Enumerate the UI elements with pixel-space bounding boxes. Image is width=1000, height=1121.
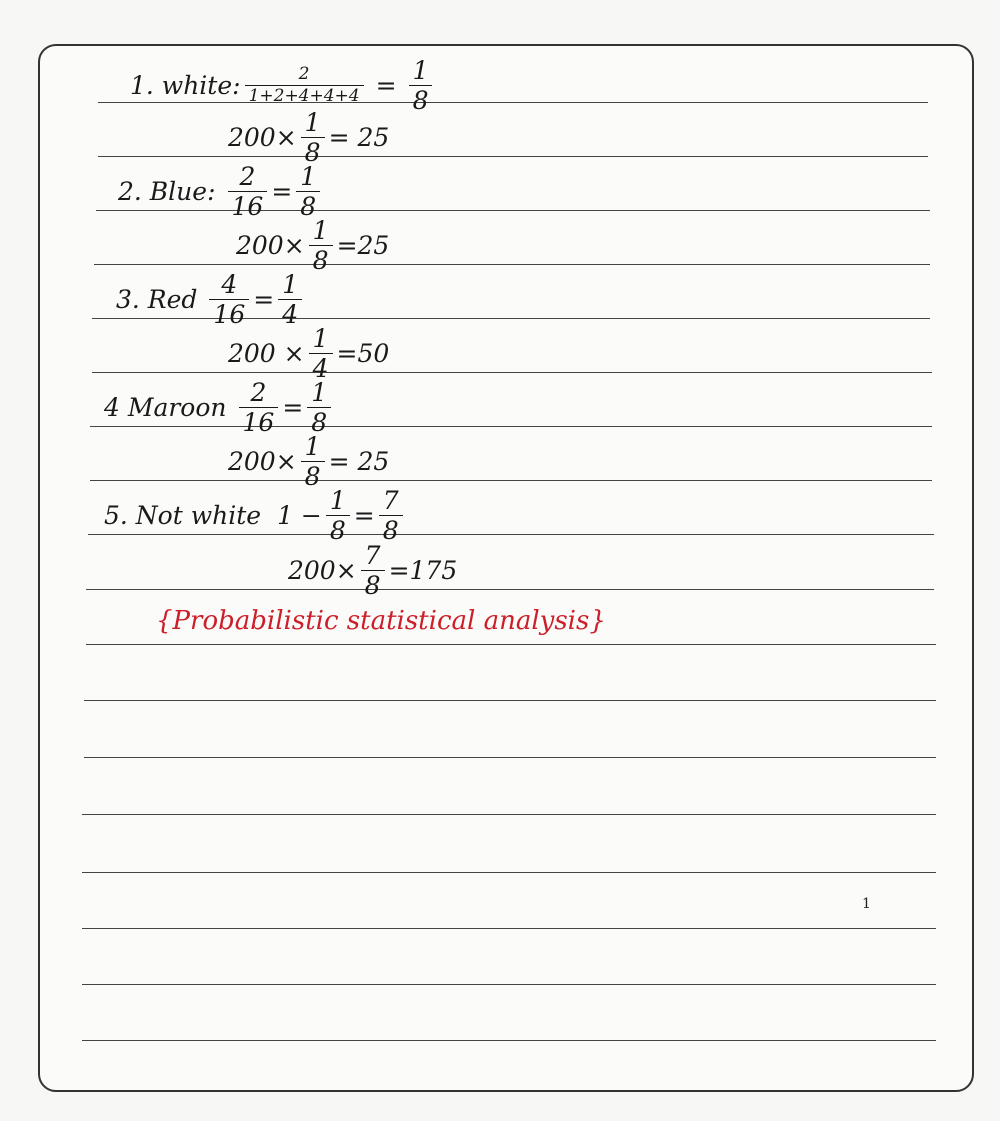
item-2-blue-line (118, 164, 324, 219)
equals-sign: = (375, 71, 397, 100)
analysis-note (156, 606, 606, 636)
equals-sign: = (328, 123, 350, 152)
ruled-line (82, 1040, 936, 1041)
multiplier: 200 × (228, 339, 305, 368)
numerator: 2 (250, 378, 267, 407)
item-label: 4 Maroon (104, 393, 227, 422)
item-label: 3. Red (116, 285, 198, 314)
equals-sign: = (336, 339, 358, 368)
denominator: 8 (301, 137, 325, 165)
item-2-count-line (236, 218, 389, 273)
numerator: 1 (312, 216, 329, 245)
numerator: 1 (329, 486, 346, 515)
numerator: 7 (382, 486, 399, 515)
item-5-not-white-line (104, 488, 407, 543)
denominator: 16 (209, 299, 249, 327)
ruled-line (82, 984, 936, 985)
result: 25 (357, 231, 390, 260)
ruled-line (86, 644, 936, 645)
multiplier: 200× (288, 556, 357, 585)
ruled-line (86, 589, 934, 590)
numerator: 4 (221, 270, 238, 299)
equals-sign: = (253, 285, 275, 314)
item-1-white-line (130, 58, 436, 113)
equals-sign: = (388, 556, 410, 585)
fraction (309, 326, 333, 381)
expression: 1 − (277, 501, 322, 530)
denominator: 8 (301, 461, 325, 489)
denominator: 8 (361, 570, 385, 598)
item-5-count-line (288, 543, 457, 598)
ruled-line (84, 757, 936, 758)
equals-sign: = (282, 393, 304, 422)
fraction (245, 66, 364, 105)
item-3-count-line (228, 326, 389, 381)
multiplier: 200× (236, 231, 305, 260)
ruled-line (82, 814, 936, 815)
denominator: 8 (326, 515, 350, 543)
denominator: 16 (228, 191, 268, 219)
ruled-line (84, 700, 936, 701)
denominator: 8 (296, 191, 320, 219)
ruled-line (92, 372, 932, 373)
fraction (296, 164, 320, 219)
item-4-maroon-line (104, 380, 335, 435)
denominator: 4 (278, 299, 302, 327)
numerator: 2 (239, 162, 256, 191)
fraction (361, 543, 385, 598)
numerator: 1 (312, 324, 329, 353)
item-label: 5. Not white (104, 501, 262, 530)
ruled-line (90, 480, 932, 481)
numerator: 1 (311, 378, 328, 407)
numerator: 1 (412, 56, 429, 85)
item-label: 2. Blue: (118, 177, 216, 206)
multiplier: 200× (228, 447, 297, 476)
fraction (209, 272, 249, 327)
numerator: 1 (304, 108, 321, 137)
fraction (409, 58, 433, 113)
fraction (228, 164, 268, 219)
item-1-count-line (228, 110, 389, 165)
item-label: 1. white: (130, 71, 241, 100)
numerator: 2 (298, 64, 310, 84)
equals-sign: = (271, 177, 293, 206)
item-4-count-line (228, 434, 389, 489)
denominator: 8 (379, 515, 403, 543)
ruled-line (82, 928, 936, 929)
result: 175 (409, 556, 458, 585)
numerator: 7 (364, 541, 381, 570)
fraction (309, 218, 333, 273)
fraction (301, 434, 325, 489)
numerator: 1 (304, 432, 321, 461)
multiplier: 200× (228, 123, 297, 152)
result: 25 (357, 123, 390, 152)
denominator: 1+2+4+4+4 (245, 85, 364, 105)
note-text: {Probabilistic statistical analysis} (156, 606, 606, 636)
page-mark: 1 (862, 896, 871, 912)
ruled-line (82, 872, 936, 873)
ruled-line (94, 264, 930, 265)
denominator: 8 (307, 407, 331, 435)
fraction (379, 488, 403, 543)
fraction (326, 488, 350, 543)
result: 25 (357, 447, 390, 476)
fraction (301, 110, 325, 165)
item-3-red-line (116, 272, 306, 327)
numerator: 1 (300, 162, 317, 191)
denominator: 4 (309, 353, 333, 381)
ruled-line (98, 156, 928, 157)
fraction (278, 272, 302, 327)
equals-sign: = (336, 231, 358, 260)
denominator: 8 (409, 85, 433, 113)
fraction (307, 380, 331, 435)
equals-sign: = (353, 501, 375, 530)
result: 50 (357, 339, 390, 368)
equals-sign: = (328, 447, 350, 476)
denominator: 16 (239, 407, 279, 435)
numerator: 1 (282, 270, 299, 299)
fraction (239, 380, 279, 435)
denominator: 8 (309, 245, 333, 273)
